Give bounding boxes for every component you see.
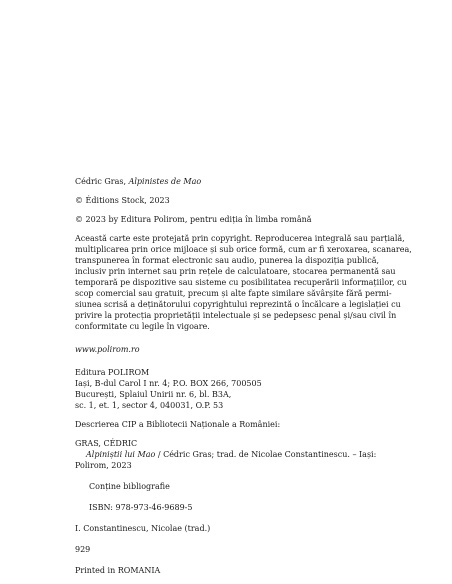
publisher-name: Editura POLIROM [75, 368, 150, 377]
copyright-translation: © 2023 by Editura Polirom, pentru ediția în limba română [75, 215, 312, 224]
rights-notice [75, 233, 412, 332]
rights-line: Această carte este protejată prin copyright. Reproducerea integrală sau parțială, [75, 234, 405, 243]
classification-number: 929 [75, 545, 91, 554]
address-line: Iași, B-dul Carol I nr. 4; P.O. BOX 266, 700505 [75, 379, 262, 388]
cip-title-rest: / Cédric Gras; trad. de Nicolae Constantinescu. – Iași: [155, 450, 377, 459]
isbn: ISBN: 978-973-46-9689-5 [89, 503, 193, 512]
cip-record [75, 438, 393, 555]
original-author: Cédric Gras, [75, 177, 129, 186]
rights-line: inclusiv prin internet sau prin rețele de calculatoare, stocarea permanentă sau [75, 267, 396, 276]
translator-entry: I. Constantinescu, Nicolae (trad.) [75, 524, 211, 533]
original-edition-line [75, 176, 393, 187]
original-title: Alpinistes de Mao [128, 177, 202, 186]
rights-line: temporară pe dispozitive sau sisteme cu posibilitatea recuperării informațiilor, cu [75, 278, 407, 287]
cip-imprint: Polirom, 2023 [75, 461, 132, 470]
rights-line: transpunerea în format electronic sau audio, punerea la dispoziția publică, [75, 256, 380, 265]
address-line: București, Splaiul Unirii nr. 6, bl. B3A, [75, 390, 232, 399]
rights-line: privire la protecția proprietății intelectuale și se pedepsesc penal și/sau civil în [75, 311, 397, 320]
rights-line: conformitate cu legile în vigoare. [75, 322, 210, 331]
printed-in: Printed in ROMANIA [75, 566, 161, 575]
rights-line: multiplicarea prin orice mijloace și sub orice formă, cum ar fi xeroxarea, scanarea, [75, 245, 412, 254]
colophon-block [75, 176, 412, 576]
cip-title-line [75, 449, 393, 460]
rights-line: scop comercial sau gratuit, precum și alte fapte similare săvârșite fără permi- [75, 289, 392, 298]
rights-line: siunea scrisă a deținătorului copyrightului reprezintă o încălcare a legislației cu [75, 300, 401, 309]
address-line: sc. 1, et. 1, sector 4, 040031, O.P. 53 [75, 401, 224, 410]
cip-heading: Descrierea CIP a Bibliotecii Naționale a României: [75, 420, 281, 429]
publisher-address [75, 367, 393, 411]
publisher-website: www.polirom.ro [75, 345, 140, 354]
cip-title: Alpiniștii lui Mao [86, 450, 156, 459]
cip-author: GRAS, CÉDRIC [75, 439, 138, 448]
cip-contains: Conține bibliografie [89, 482, 170, 491]
copyright-original: © Éditions Stock, 2023 [75, 196, 170, 205]
